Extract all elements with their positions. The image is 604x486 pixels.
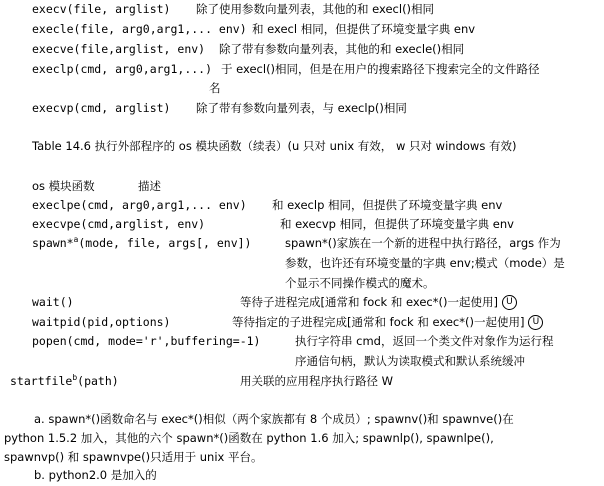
- function-signature: wait(): [32, 295, 74, 309]
- footnote-a-line1: a. spawn*()函数命名与 exec*()相似（两个家族都有 8 个成员）; spawnv()和 spawnve()在: [34, 412, 514, 426]
- signature-name: startfile: [10, 374, 73, 388]
- footnote-b: b. python2.0 是加入的: [34, 468, 157, 482]
- function-description: 除了使用参数向量列表，其他的和 execl()相同: [196, 2, 435, 16]
- function-description: 于 execl()相同，但是在用户的搜索路径下搜索完全的文件路径: [221, 62, 540, 76]
- function-signature: popen(cmd, mode='r',buffering=-1): [32, 334, 261, 348]
- table-caption: Table 14.6 执行外部程序的 os 模块函数（续表）(u 只对 unix 有效， w 只对 windows 有效): [32, 139, 517, 153]
- function-signature: waitpid(pid,options): [32, 315, 171, 329]
- function-signature: execvpe(cmd,arglist, env): [32, 217, 206, 231]
- function-signature: execlp(cmd, arg0,arg1,...): [32, 62, 213, 76]
- function-description-continued: 参数，也许还有环境变量的字典 env;模式（mode）是: [285, 256, 565, 270]
- function-description: 用关联的应用程序执行路径 W: [240, 374, 394, 388]
- function-signature: execlpe(cmd, arg0,arg1,... env): [32, 198, 247, 212]
- function-signature: execle(file, arg0,arg1,... env): [32, 22, 247, 36]
- function-description-continued: 名: [209, 81, 221, 95]
- function-signature: [10, 373, 119, 389]
- signature-name: spawn*: [32, 236, 74, 250]
- function-description: [232, 314, 543, 330]
- function-description: 和 execvp 相同，但提供了环境变量字典 env: [280, 217, 514, 231]
- function-signature: execv(file, arglist): [32, 2, 171, 16]
- description-text: 等待指定的子进程完成[通常和 fock 和 exec*()一起使用]: [232, 315, 525, 329]
- header-column-function: os 模块函数: [32, 179, 95, 193]
- function-signature: execvp(cmd, arglist): [32, 101, 171, 115]
- function-description: spawn*()家族在一个新的进程中执行路径，args 作为: [285, 236, 561, 250]
- unix-only-badge: U: [528, 315, 543, 330]
- function-description: 除了带有参数向量列表，其他的和 execle()相同: [219, 42, 465, 56]
- header-column-description: 描述: [138, 179, 161, 193]
- footnote-a-line2: python 1.5.2 加入，其他的六个 spawn*()函数在 python 1.6 加入; spawnlp(), spawnlpe(),: [4, 431, 494, 445]
- function-description: 和 execl 相同，但提供了环境变量字典 env: [252, 22, 476, 36]
- function-signature: [32, 235, 251, 251]
- footnote-marker: a: [73, 235, 79, 245]
- description-text: 等待子进程完成[通常和 fock 和 exec*()一起使用]: [240, 295, 498, 309]
- signature-args: (mode, file, args[, env]): [78, 236, 252, 250]
- footnote-marker: b: [72, 373, 78, 383]
- signature-args: (path): [77, 374, 119, 388]
- footnote-a-line3: spawnvp() 和 spawnvpe()只适用于 unix 平台。: [4, 450, 263, 464]
- function-description: [240, 294, 517, 310]
- unix-only-badge: U: [502, 295, 517, 310]
- function-description: 执行字符串 cmd，返回一个类文件对象作为运行程: [295, 334, 554, 348]
- function-description-continued: 个显示不同操作模式的魔术。: [285, 276, 435, 290]
- function-description: 和 execlp 相同，但提供了环境变量字典 env: [272, 198, 503, 212]
- function-signature: execve(file,arglist, env): [32, 42, 206, 56]
- function-description-continued: 序通信句柄，默认为读取模式和默认系统缓冲: [295, 354, 525, 368]
- function-description: 除了带有参数向量列表，与 execlp()相同: [196, 101, 407, 115]
